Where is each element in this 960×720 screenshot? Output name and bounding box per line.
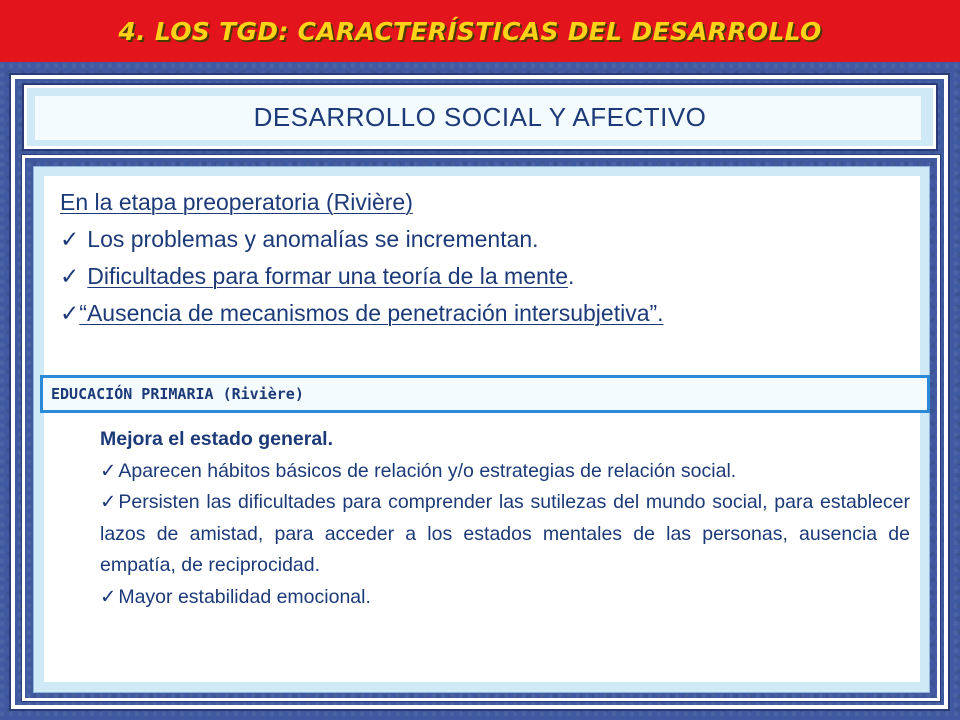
subtitle-box xyxy=(22,83,938,151)
checkmark-icon: ✓ xyxy=(60,263,80,289)
checkmark-icon: ✓ xyxy=(100,491,117,513)
primaria-item-1 xyxy=(100,456,910,488)
preoperatoria-item-2-tail: . xyxy=(567,263,575,289)
section-header-primaria-text: EDUCACIÓN PRIMARIA (Rivière) xyxy=(51,385,304,403)
checkmark-icon: ✓ xyxy=(100,459,117,482)
preoperatoria-item-3 xyxy=(60,295,920,332)
checkmark-icon: ✓ xyxy=(60,300,80,326)
primaria-item-2 xyxy=(100,487,910,582)
primaria-lead: Mejora el estado general. xyxy=(100,428,334,450)
preoperatoria-item-1-text: Los problemas y anomalías se incrementan. xyxy=(87,226,539,252)
preoperatoria-heading-text: En la etapa preoperatoria (Rivière) xyxy=(60,189,413,215)
preoperatoria-item-3-text: “Ausencia de mecanismos de penetración intersubjetiva”. xyxy=(79,300,664,326)
slide-subtitle: DESARROLLO SOCIAL Y AFECTIVO xyxy=(253,101,707,132)
primaria-block xyxy=(100,424,910,613)
preoperatoria-item-2-text: Dificultades para formar una teoría de la mente xyxy=(87,263,568,289)
preoperatoria-block xyxy=(60,184,920,332)
checkmark-icon: ✓ xyxy=(100,585,117,608)
preoperatoria-item-1 xyxy=(60,221,920,258)
preoperatoria-heading xyxy=(60,184,920,221)
slide-title: 4. LOS TGD: CARACTERÍSTICAS DEL DESARROLLO xyxy=(118,16,822,46)
primaria-item-2-text: Persisten las dificultades para comprender las sutilezas del mundo social, para establecer lazos de amistad, para acceder a los estados mentales de las personas, ausencia de empatía, de reciprocidad. xyxy=(100,491,910,576)
preoperatoria-item-2 xyxy=(60,258,920,295)
checkmark-icon: ✓ xyxy=(60,226,80,252)
primaria-item-3-text: Mayor estabilidad emocional. xyxy=(118,585,371,608)
primaria-item-1-text: Aparecen hábitos básicos de relación y/o estrategias de relación social. xyxy=(118,459,737,482)
section-header-primaria xyxy=(40,375,930,413)
title-bar xyxy=(0,0,960,62)
primaria-item-3 xyxy=(100,582,910,614)
